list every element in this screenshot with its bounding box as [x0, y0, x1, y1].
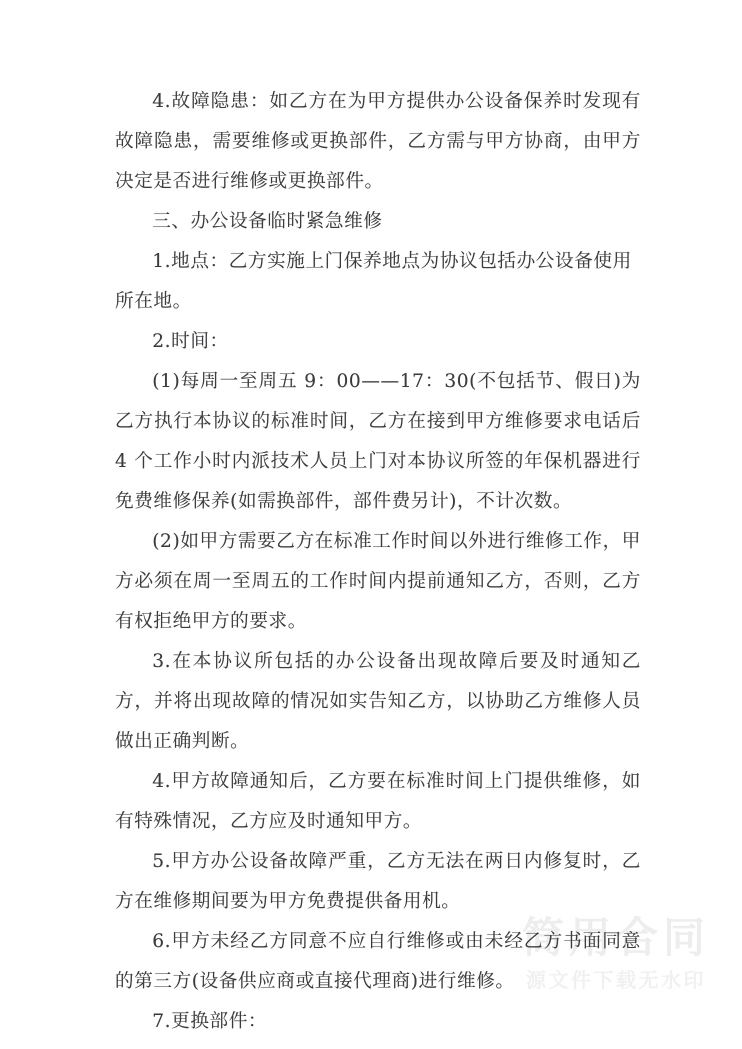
paragraph-item-4-fault-hazard: 4.故障隐患：如乙方在为甲方提供办公设备保养时发现有故障隐患，需要维修或更换部件，乙方需与甲方协商，由甲方决定是否进行维修或更换部件。: [115, 91, 641, 192]
document-text-body: [115, 82, 641, 1042]
paragraph-item-5-backup-machine: 5.甲方办公设备故障严重，乙方无法在两日内修复时，乙方在维修期间要为甲方免费提供备用机。: [115, 851, 641, 912]
watermark-brand-text: 简用合同: [521, 912, 710, 962]
paragraph-item-6-third-party-repair: 6.甲方未经乙方同意不应自行维修或由未经乙方书面同意的第三方(设备供应商或直接代理商)进行维修。: [115, 931, 641, 992]
section-heading-three: 三、办公设备临时紧急维修: [152, 211, 383, 232]
paragraph-item-2-1-standard-hours: (1)每周一至周五 9：00——17：30(不包括节、假日)为乙方执行本协议的标准时间，乙方在接到甲方维修要求电话后 4 个工作小时内派技术人员上门对本协议所签的年保机器进行免费维修保养(如需换部件，部件费另计)，不计次数。: [115, 371, 641, 512]
paragraph-item-1-location: 1.地点：乙方实施上门保养地点为协议包括办公设备使用所在地。: [115, 251, 632, 312]
paragraph-item-4-onsite-repair: 4.甲方故障通知后，乙方要在标准时间上门提供维修，如有特殊情况，乙方应及时通知甲方。: [115, 771, 641, 832]
paragraph-item-2-2-overtime-notice: (2)如甲方需要乙方在标准工作时间以外进行维修工作，甲方必须在周一至周五的工作时间内提前通知乙方，否则，乙方有权拒绝甲方的要求。: [115, 531, 641, 632]
paragraph-item-2-time: 2.时间：: [152, 331, 229, 352]
watermark-subtitle-text: 源文件下载无水印: [525, 968, 706, 992]
paragraph-item-3-fault-notification: 3.在本协议所包括的办公设备出现故障后要及时通知乙方，并将出现故障的情况如实告知乙方，以协助乙方维修人员做出正确判断。: [115, 651, 641, 752]
paragraph-item-7-parts-replacement: 7.更换部件：: [152, 1011, 268, 1032]
